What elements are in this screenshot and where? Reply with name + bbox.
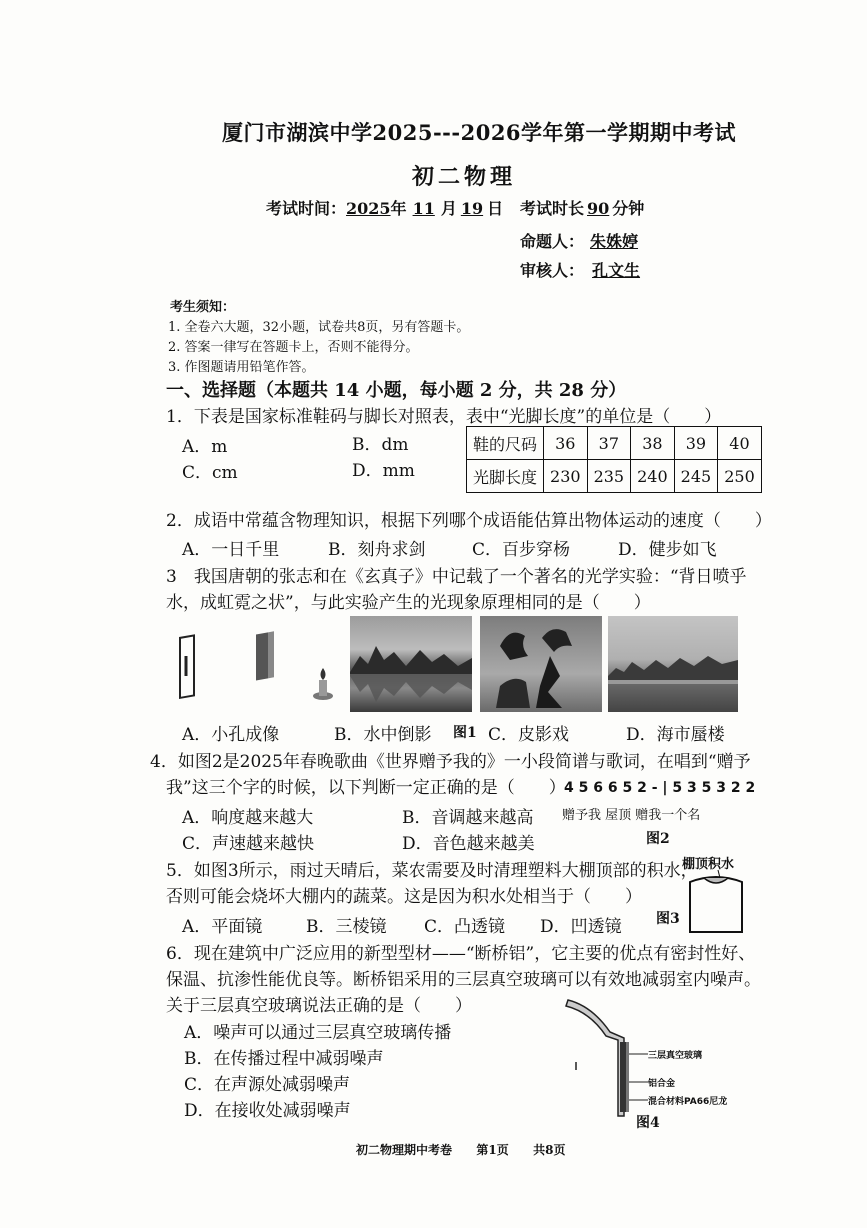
- reviewer-line: [520, 258, 648, 281]
- q5-stem-line2: 否则可能会烧坏大棚内的蔬菜。这是因为积水处相当于（ ）: [166, 887, 642, 907]
- music-lyrics: 赠予我 屋顶 赠我一个名: [562, 808, 701, 823]
- q5-option-a: A．平面镜: [182, 917, 263, 937]
- figure-2-label: 图2: [646, 831, 670, 847]
- exam-day: 19: [460, 199, 484, 218]
- q5-option-c: C．凸透镜: [424, 917, 506, 937]
- table-cell: 230: [544, 460, 588, 493]
- q1-option-d: D．mm: [352, 461, 415, 481]
- table-cell: 250: [718, 460, 762, 493]
- q4-option-b: B．音调越来越高: [402, 808, 534, 828]
- q5-option-b: B．三棱镜: [306, 917, 387, 937]
- footer-page: 第1页: [476, 1143, 509, 1157]
- figure-4-label-glass: 三层真空玻璃: [648, 1051, 703, 1061]
- figure-4-label: 图4: [636, 1115, 660, 1131]
- table-cell: 245: [674, 460, 718, 493]
- table-cell: 39: [674, 427, 718, 460]
- q3-option-b: B．水中倒影: [334, 725, 432, 745]
- q6-stem-line2: 保温、抗渗性能优良等。断桥铝采用的三层真空玻璃可以有效地减弱室内噪声。: [166, 970, 761, 990]
- figure-1-label: 图1: [453, 725, 477, 741]
- footer-total: 共8页: [533, 1143, 566, 1157]
- q1-option-a: A．m: [182, 437, 228, 457]
- q1-stem: 1．下表是国家标准鞋码与脚长对照表，表中“光脚长度”的单位是（ ）: [166, 407, 722, 427]
- notice-item-1: 1. 全卷六大题，32小题，试卷共8页，另有答题卡。: [168, 320, 470, 335]
- q4-stem-line2: 我”这三个字的时候，以下判断一定正确的是（ ）: [166, 778, 566, 798]
- q4-option-d: D．音色越来越美: [402, 834, 535, 854]
- exam-date: 考试时间：2025年 11 月 19 日: [266, 199, 504, 218]
- exam-title: 厦门市湖滨中学2025---2026学年第一学期期中考试: [222, 120, 737, 145]
- notice-title: 考生须知：: [170, 300, 236, 315]
- exam-duration: [520, 196, 644, 219]
- exam-year: 2025: [346, 199, 391, 218]
- table-cell: 36: [544, 427, 588, 460]
- q1-option-b: B．dm: [352, 435, 409, 455]
- notice-item-2: 2. 答案一律写在答题卡上，否则不能得分。: [168, 340, 419, 355]
- section-heading: 一、选择题（本题共 14 小题，每小题 2 分，共 28 分）: [166, 380, 627, 401]
- reviewer-name: 孔文生: [592, 261, 641, 280]
- table-cell: 235: [587, 460, 631, 493]
- q5-option-d: D．凹透镜: [540, 917, 622, 937]
- q4-stem-line1: 4．如图2是2025年春晚歌曲《世界赠予我的》一小段简谱与歌词，在唱到“赠予: [150, 752, 751, 772]
- shadow-puppet-image: [480, 616, 602, 712]
- mirage-image: [608, 616, 738, 712]
- duration-label: 考试时长: [520, 199, 585, 218]
- greenhouse-diagram: [688, 868, 744, 934]
- q2-option-b: B．刻舟求剑: [328, 540, 426, 560]
- q4-option-c: C．声速越来越快: [182, 834, 315, 854]
- figure-4-label-alloy: 铝合金: [648, 1079, 676, 1089]
- author-name: 朱姝婷: [590, 232, 639, 251]
- table-cell: 38: [631, 427, 675, 460]
- window-frame-diagram: [562, 992, 650, 1122]
- table-header-cell: 光脚长度: [467, 460, 544, 493]
- footer-text: 初二物理期中考卷: [356, 1143, 453, 1157]
- q6-stem-line1: 6．现在建筑中广泛应用的新型型材——“断桥铝”，它主要的优点有密封性好、: [166, 944, 756, 964]
- q1-option-c: C．cm: [182, 463, 238, 483]
- exam-date-label: 考试时间：: [266, 199, 347, 218]
- q3-option-a: A．小孔成像: [182, 725, 280, 745]
- q6-stem-line3: 关于三层真空玻璃说法正确的是（ ）: [166, 996, 472, 1016]
- duration-unit: 分钟: [612, 199, 645, 218]
- q2-option-d: D．健步如飞: [618, 540, 717, 560]
- author-line: [520, 229, 644, 252]
- q3-option-d: D．海市蜃楼: [626, 725, 725, 745]
- q2-option-c: C．百步穿杨: [472, 540, 571, 560]
- duration-value: 90: [587, 199, 610, 218]
- q3-option-c: C．皮影戏: [488, 725, 570, 745]
- shoe-size-table: [466, 426, 762, 493]
- exam-month: 11: [412, 199, 435, 218]
- reviewer-label: 审核人：: [520, 261, 585, 280]
- q3-stem-line2: 水，成虹霓之状”，与此实验产生的光现象原理相同的是（ ）: [166, 593, 651, 613]
- q5-stem-line1: 5．如图3所示，雨过天晴后，菜农需要及时清理塑料大棚顶部的积水，: [166, 861, 698, 881]
- q3-stem-line1: 3 我国唐朝的张志和在《玄真子》中记载了一个著名的光学实验：“背日喷乎: [166, 567, 747, 587]
- q2-option-a: A．一日千里: [182, 540, 280, 560]
- q6-option-b: B．在传播过程中减弱噪声: [184, 1049, 384, 1069]
- q4-option-a: A．响度越来越大: [182, 808, 314, 828]
- pinhole-camera-image: [168, 620, 348, 712]
- notice-item-3: 3. 作图题请用铅笔作答。: [168, 360, 315, 375]
- q6-option-c: C．在声源处减弱噪声: [184, 1075, 351, 1095]
- subject-title: 初二物理: [412, 164, 517, 190]
- table-row: [467, 460, 762, 493]
- table-row: [467, 427, 762, 460]
- figure-4-label-nylon: 混合材料PA66尼龙: [648, 1097, 728, 1107]
- music-notation: 4 5 6 6 5 2 - | 5 3 5 3 2 2: [564, 780, 756, 796]
- page-footer: [356, 1141, 565, 1158]
- q6-option-d: D．在接收处减弱噪声: [184, 1101, 351, 1121]
- q2-stem: 2．成语中常蕴含物理知识，根据下列哪个成语能估算出物体运动的速度（ ）: [166, 511, 772, 531]
- q6-option-a: A．噪声可以通过三层真空玻璃传播: [184, 1023, 452, 1043]
- figure-3-label: 图3: [656, 911, 680, 927]
- water-reflection-image: [350, 616, 472, 712]
- author-label: 命题人：: [520, 232, 585, 251]
- figure-3-caption: 棚顶积水: [682, 857, 735, 872]
- table-cell: 37: [587, 427, 631, 460]
- table-cell: 240: [631, 460, 675, 493]
- table-header-cell: 鞋的尺码: [467, 427, 544, 460]
- table-cell: 40: [718, 427, 762, 460]
